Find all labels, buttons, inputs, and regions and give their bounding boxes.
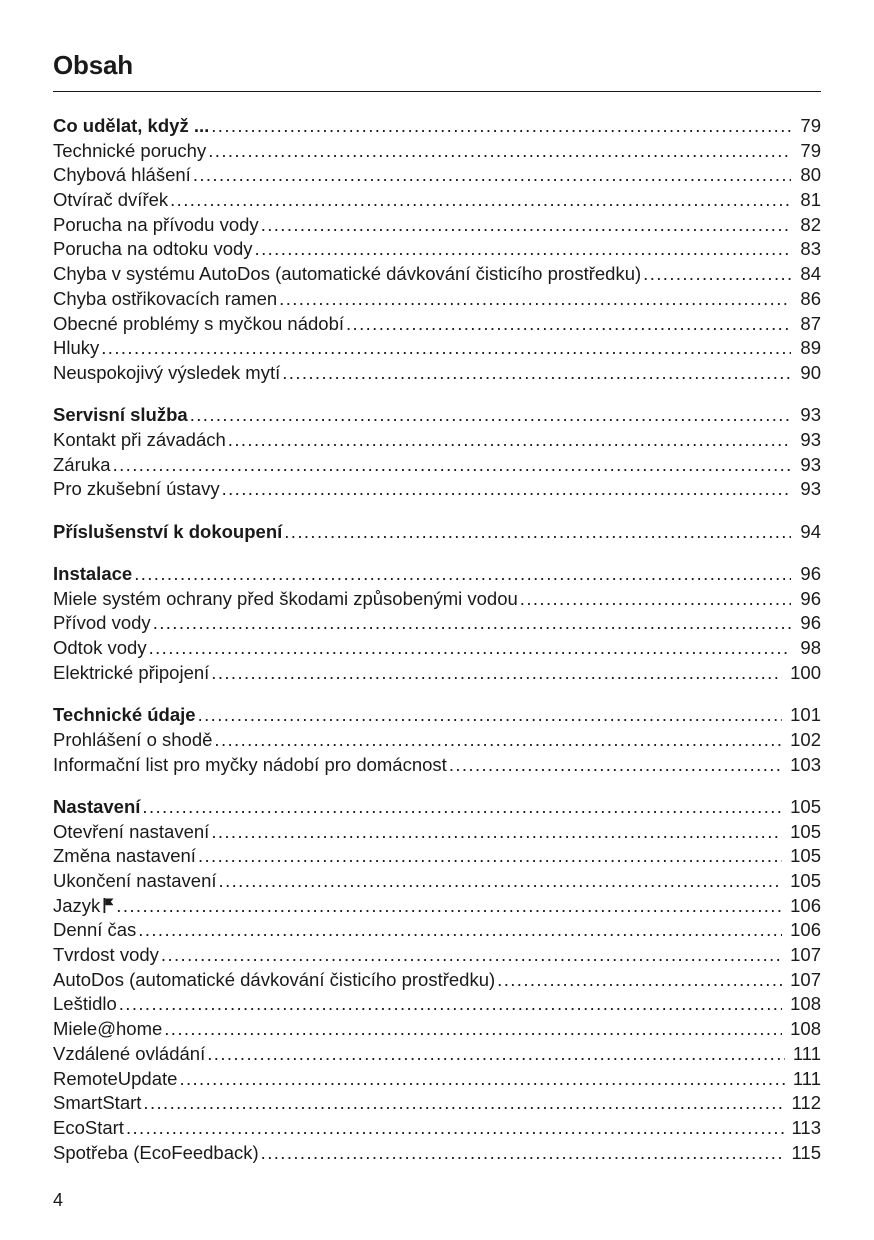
toc-entry-text: Chybová hlášení	[53, 164, 191, 186]
toc-section	[53, 562, 821, 685]
dot-leader	[211, 661, 782, 686]
dot-leader	[116, 894, 782, 919]
dot-leader	[261, 213, 791, 238]
toc-entry-label	[53, 163, 191, 188]
toc-entry-text: Technické údaje	[53, 704, 196, 726]
toc-heading[interactable]	[53, 795, 821, 820]
toc-page-number: 80	[800, 164, 821, 186]
toc-page-number: 108	[790, 1018, 821, 1040]
toc-entry-text: Miele systém ochrany před škodami způsobenými vodou	[53, 587, 518, 609]
dot-leader	[255, 237, 791, 262]
toc-entry-label	[53, 820, 209, 845]
toc-page-number: 89	[800, 337, 821, 359]
toc-page-number: 94	[800, 520, 821, 542]
dot-leader	[279, 287, 791, 312]
toc-entry-text: Ukončení nastavení	[53, 870, 217, 891]
toc-page-number: 115	[791, 1141, 821, 1163]
toc-entry-text: Hluky	[53, 337, 100, 359]
toc-entry-label	[53, 636, 147, 661]
toc-entry[interactable]	[53, 636, 821, 661]
toc-page-number: 96	[800, 563, 821, 585]
toc-entry-label	[53, 703, 196, 728]
toc-entry-label	[53, 844, 196, 869]
toc-entry-label	[53, 287, 277, 312]
toc-section	[53, 114, 821, 386]
toc-entry[interactable]	[53, 992, 821, 1017]
dot-leader	[643, 262, 791, 287]
toc-page-number: 81	[800, 189, 821, 211]
toc-entry-label	[53, 114, 209, 139]
dot-leader	[219, 869, 783, 894]
toc-page-number: 93	[800, 453, 821, 475]
toc-entry-text: Obecné problémy s myčkou nádobí	[53, 312, 345, 334]
toc-entry[interactable]	[53, 428, 821, 453]
toc-entry-label	[53, 1017, 162, 1042]
toc-page-number: 96	[800, 587, 821, 609]
toc-page-number: 98	[800, 637, 821, 659]
toc-entry-label	[53, 894, 114, 919]
toc-entry-text: Leštidlo	[53, 993, 117, 1015]
toc-heading[interactable]	[53, 703, 821, 728]
toc-page-number: 107	[790, 968, 821, 990]
toc-page-number: 108	[790, 993, 821, 1015]
toc-entry-label	[53, 1042, 205, 1067]
toc-entry[interactable]	[53, 336, 821, 361]
dot-leader	[101, 336, 791, 361]
toc-entry[interactable]	[53, 869, 821, 894]
toc-entry-label	[53, 1067, 177, 1092]
toc-entry-label	[53, 262, 641, 287]
toc-entry[interactable]	[53, 611, 821, 636]
toc-entry-label	[53, 477, 220, 502]
toc-entry[interactable]	[53, 312, 821, 337]
toc-entry-text: Porucha na přívodu vody	[53, 213, 259, 235]
toc-page-number: 93	[800, 478, 821, 500]
toc-page-number: 105	[790, 870, 821, 891]
toc-entry-label	[53, 1141, 259, 1166]
dot-leader	[208, 139, 791, 164]
toc-heading[interactable]	[53, 114, 821, 139]
toc-entry-label	[53, 1116, 124, 1141]
toc-entry-text: Chyba v systému AutoDos (automatické dávkování čisticího prostředku)	[53, 263, 642, 285]
toc-entry-label	[53, 869, 217, 894]
dot-leader	[449, 753, 782, 778]
toc-section	[53, 520, 821, 545]
toc-page-number: 113	[791, 1116, 821, 1138]
dot-leader	[497, 968, 782, 993]
toc-page-number: 105	[790, 795, 821, 817]
toc-entry-label	[53, 753, 447, 778]
toc-entry[interactable]	[53, 1116, 821, 1141]
dot-leader	[119, 992, 782, 1017]
dot-leader	[198, 844, 782, 869]
toc-entry[interactable]	[53, 188, 821, 213]
toc-heading[interactable]	[53, 562, 821, 587]
toc-entry[interactable]	[53, 894, 821, 919]
toc-entry-text: Příslušenství k dokoupení	[53, 520, 283, 542]
dot-leader	[346, 312, 791, 337]
toc-entry-label	[53, 237, 253, 262]
dot-leader	[142, 795, 782, 820]
toc-entry[interactable]	[53, 918, 821, 943]
toc-entry[interactable]	[53, 1042, 821, 1067]
toc-entry-label	[53, 992, 117, 1017]
dot-leader	[149, 636, 791, 661]
toc-entry-text: Informační list pro myčky nádobí pro domácnost	[53, 753, 447, 775]
toc-page-number: 101	[790, 704, 821, 726]
dot-leader	[207, 1042, 785, 1067]
toc-entry[interactable]	[53, 753, 821, 778]
toc-entry-text: Tvrdost vody	[53, 944, 159, 966]
toc-entry[interactable]	[53, 163, 821, 188]
toc-entry[interactable]	[53, 943, 821, 968]
toc-entry-text: Pro zkušební ústavy	[53, 478, 220, 500]
toc-entry-label	[53, 661, 209, 686]
toc-entry-text: Záruka	[53, 453, 111, 475]
flag-icon	[103, 898, 114, 913]
toc-section	[53, 403, 821, 502]
toc-entry-text: Přívod vody	[53, 612, 151, 634]
dot-leader	[228, 428, 791, 453]
toc-page-number: 93	[800, 428, 821, 450]
toc-entry[interactable]	[53, 587, 821, 612]
toc-page-number: 105	[790, 845, 821, 867]
toc-entry[interactable]	[53, 1017, 821, 1042]
toc-entry-label	[53, 188, 168, 213]
toc-entry-text: Změna nastavení	[53, 845, 196, 867]
dot-leader	[282, 361, 791, 386]
toc-page-number: 111	[792, 1042, 821, 1064]
dot-leader	[179, 1067, 784, 1092]
dot-leader	[138, 918, 782, 943]
toc-entry-text: Miele@home	[53, 1018, 163, 1040]
toc-page-number: 107	[790, 944, 821, 966]
dot-leader	[161, 943, 782, 968]
toc-page-number: 106	[790, 894, 821, 916]
toc-page-number: 93	[800, 404, 821, 426]
toc-entry-text: Porucha na odtoku vody	[53, 238, 253, 260]
toc-page-number: 105	[790, 820, 821, 842]
dot-leader	[284, 520, 791, 545]
toc-entry[interactable]	[53, 237, 821, 262]
toc-entry-label	[53, 139, 206, 164]
toc-page-number: 86	[800, 287, 821, 309]
page-title: Obsah	[53, 50, 133, 80]
dot-leader	[113, 453, 791, 478]
toc-entry-text: Technické poruchy	[53, 139, 207, 161]
toc-section	[53, 795, 821, 1165]
toc-entry-text: RemoteUpdate	[53, 1067, 178, 1089]
toc-heading[interactable]	[53, 520, 821, 545]
toc-page-number: 79	[800, 139, 821, 161]
toc-entry-label	[53, 213, 259, 238]
dot-leader	[222, 477, 791, 502]
toc-entry[interactable]	[53, 844, 821, 869]
toc-page-number: 83	[800, 238, 821, 260]
page-number: 4	[53, 1190, 64, 1210]
dot-leader	[261, 1141, 784, 1166]
toc-entry[interactable]	[53, 139, 821, 164]
toc-entry-text: Prohlášení o shodě	[53, 728, 213, 750]
toc-entry-text: Spotřeba (EcoFeedback)	[53, 1141, 259, 1163]
toc-entry[interactable]	[53, 213, 821, 238]
toc-page-number: 84	[800, 263, 821, 285]
toc-entry-text: Kontakt při závadách	[53, 428, 226, 450]
toc-entry-text: Otvírač dvířek	[53, 189, 169, 211]
toc-entry[interactable]	[53, 361, 821, 386]
toc-entry-text: Servisní služba	[53, 404, 188, 426]
toc-page-number: 106	[790, 919, 821, 941]
toc-page-number: 96	[800, 612, 821, 634]
dot-leader	[193, 163, 791, 188]
toc-entry-text: Jazyk	[53, 894, 101, 916]
toc-section	[53, 703, 821, 777]
toc-entry-label	[53, 1091, 141, 1116]
toc-entry-label	[53, 728, 212, 753]
toc-page-number: 102	[790, 728, 821, 750]
toc-entry-text: SmartStart	[53, 1092, 142, 1114]
toc-entry[interactable]	[53, 453, 821, 478]
toc-entry[interactable]	[53, 1141, 821, 1166]
toc-entry-label	[53, 312, 344, 337]
dot-leader	[170, 188, 791, 213]
dot-leader	[190, 403, 791, 428]
toc-page-number: 100	[790, 661, 821, 683]
dot-leader	[214, 728, 782, 753]
toc-entry[interactable]	[53, 820, 821, 845]
toc-entry[interactable]	[53, 1091, 821, 1116]
toc-entry-label	[53, 587, 518, 612]
toc-page-number: 90	[800, 361, 821, 383]
toc-entry-label	[53, 453, 111, 478]
toc-entry-text: Nastavení	[53, 795, 141, 817]
toc-entry-label	[53, 562, 132, 587]
toc-entry-text: Neuspokojivý výsledek mytí	[53, 361, 281, 383]
toc-entry-text: EcoStart	[53, 1116, 124, 1138]
dot-leader	[153, 611, 791, 636]
dot-leader	[520, 587, 791, 612]
toc-entry[interactable]	[53, 287, 821, 312]
toc-entry-label	[53, 428, 226, 453]
toc-entry-text: Denní čas	[53, 919, 137, 941]
toc-entry[interactable]	[53, 262, 821, 287]
toc-entry-label	[53, 943, 159, 968]
toc-entry-label	[53, 968, 495, 993]
toc-entry-label	[53, 336, 99, 361]
table-of-contents	[53, 114, 821, 1183]
dot-leader	[143, 1091, 783, 1116]
toc-entry-text: Elektrické připojení	[53, 661, 210, 683]
toc-page-number: 87	[800, 312, 821, 334]
toc-entry-text: Otevření nastavení	[53, 820, 210, 842]
toc-page-number: 103	[790, 753, 821, 775]
toc-entry[interactable]	[53, 728, 821, 753]
toc-entry[interactable]	[53, 1067, 821, 1092]
toc-entry[interactable]	[53, 968, 821, 993]
toc-entry-text: AutoDos (automatické dávkování čisticího prostředku)	[53, 968, 496, 990]
toc-page-number: 112	[791, 1092, 821, 1114]
toc-entry-text: Odtok vody	[53, 637, 147, 659]
toc-page-number: 111	[792, 1067, 821, 1089]
toc-entry[interactable]	[53, 661, 821, 686]
dot-leader	[211, 114, 791, 139]
dot-leader	[164, 1017, 782, 1042]
toc-entry[interactable]	[53, 477, 821, 502]
toc-heading[interactable]	[53, 403, 821, 428]
title-divider	[53, 91, 821, 92]
toc-entry-text: Instalace	[53, 563, 133, 585]
toc-entry-text: Co udělat, když ...	[53, 115, 210, 136]
dot-leader	[134, 562, 791, 587]
toc-entry-label	[53, 611, 151, 636]
toc-entry-label	[53, 918, 136, 943]
toc-entry-label	[53, 361, 280, 386]
toc-page-number: 82	[800, 213, 821, 235]
toc-entry-text: Vzdálené ovládání	[53, 1042, 206, 1064]
toc-entry-text: Chyba ostřikovacích ramen	[53, 287, 278, 309]
dot-leader	[126, 1116, 784, 1141]
toc-page-number: 79	[800, 115, 821, 136]
toc-entry-label	[53, 403, 188, 428]
dot-leader	[211, 820, 782, 845]
dot-leader	[198, 703, 783, 728]
toc-entry-label	[53, 795, 140, 820]
toc-entry-label	[53, 520, 282, 545]
